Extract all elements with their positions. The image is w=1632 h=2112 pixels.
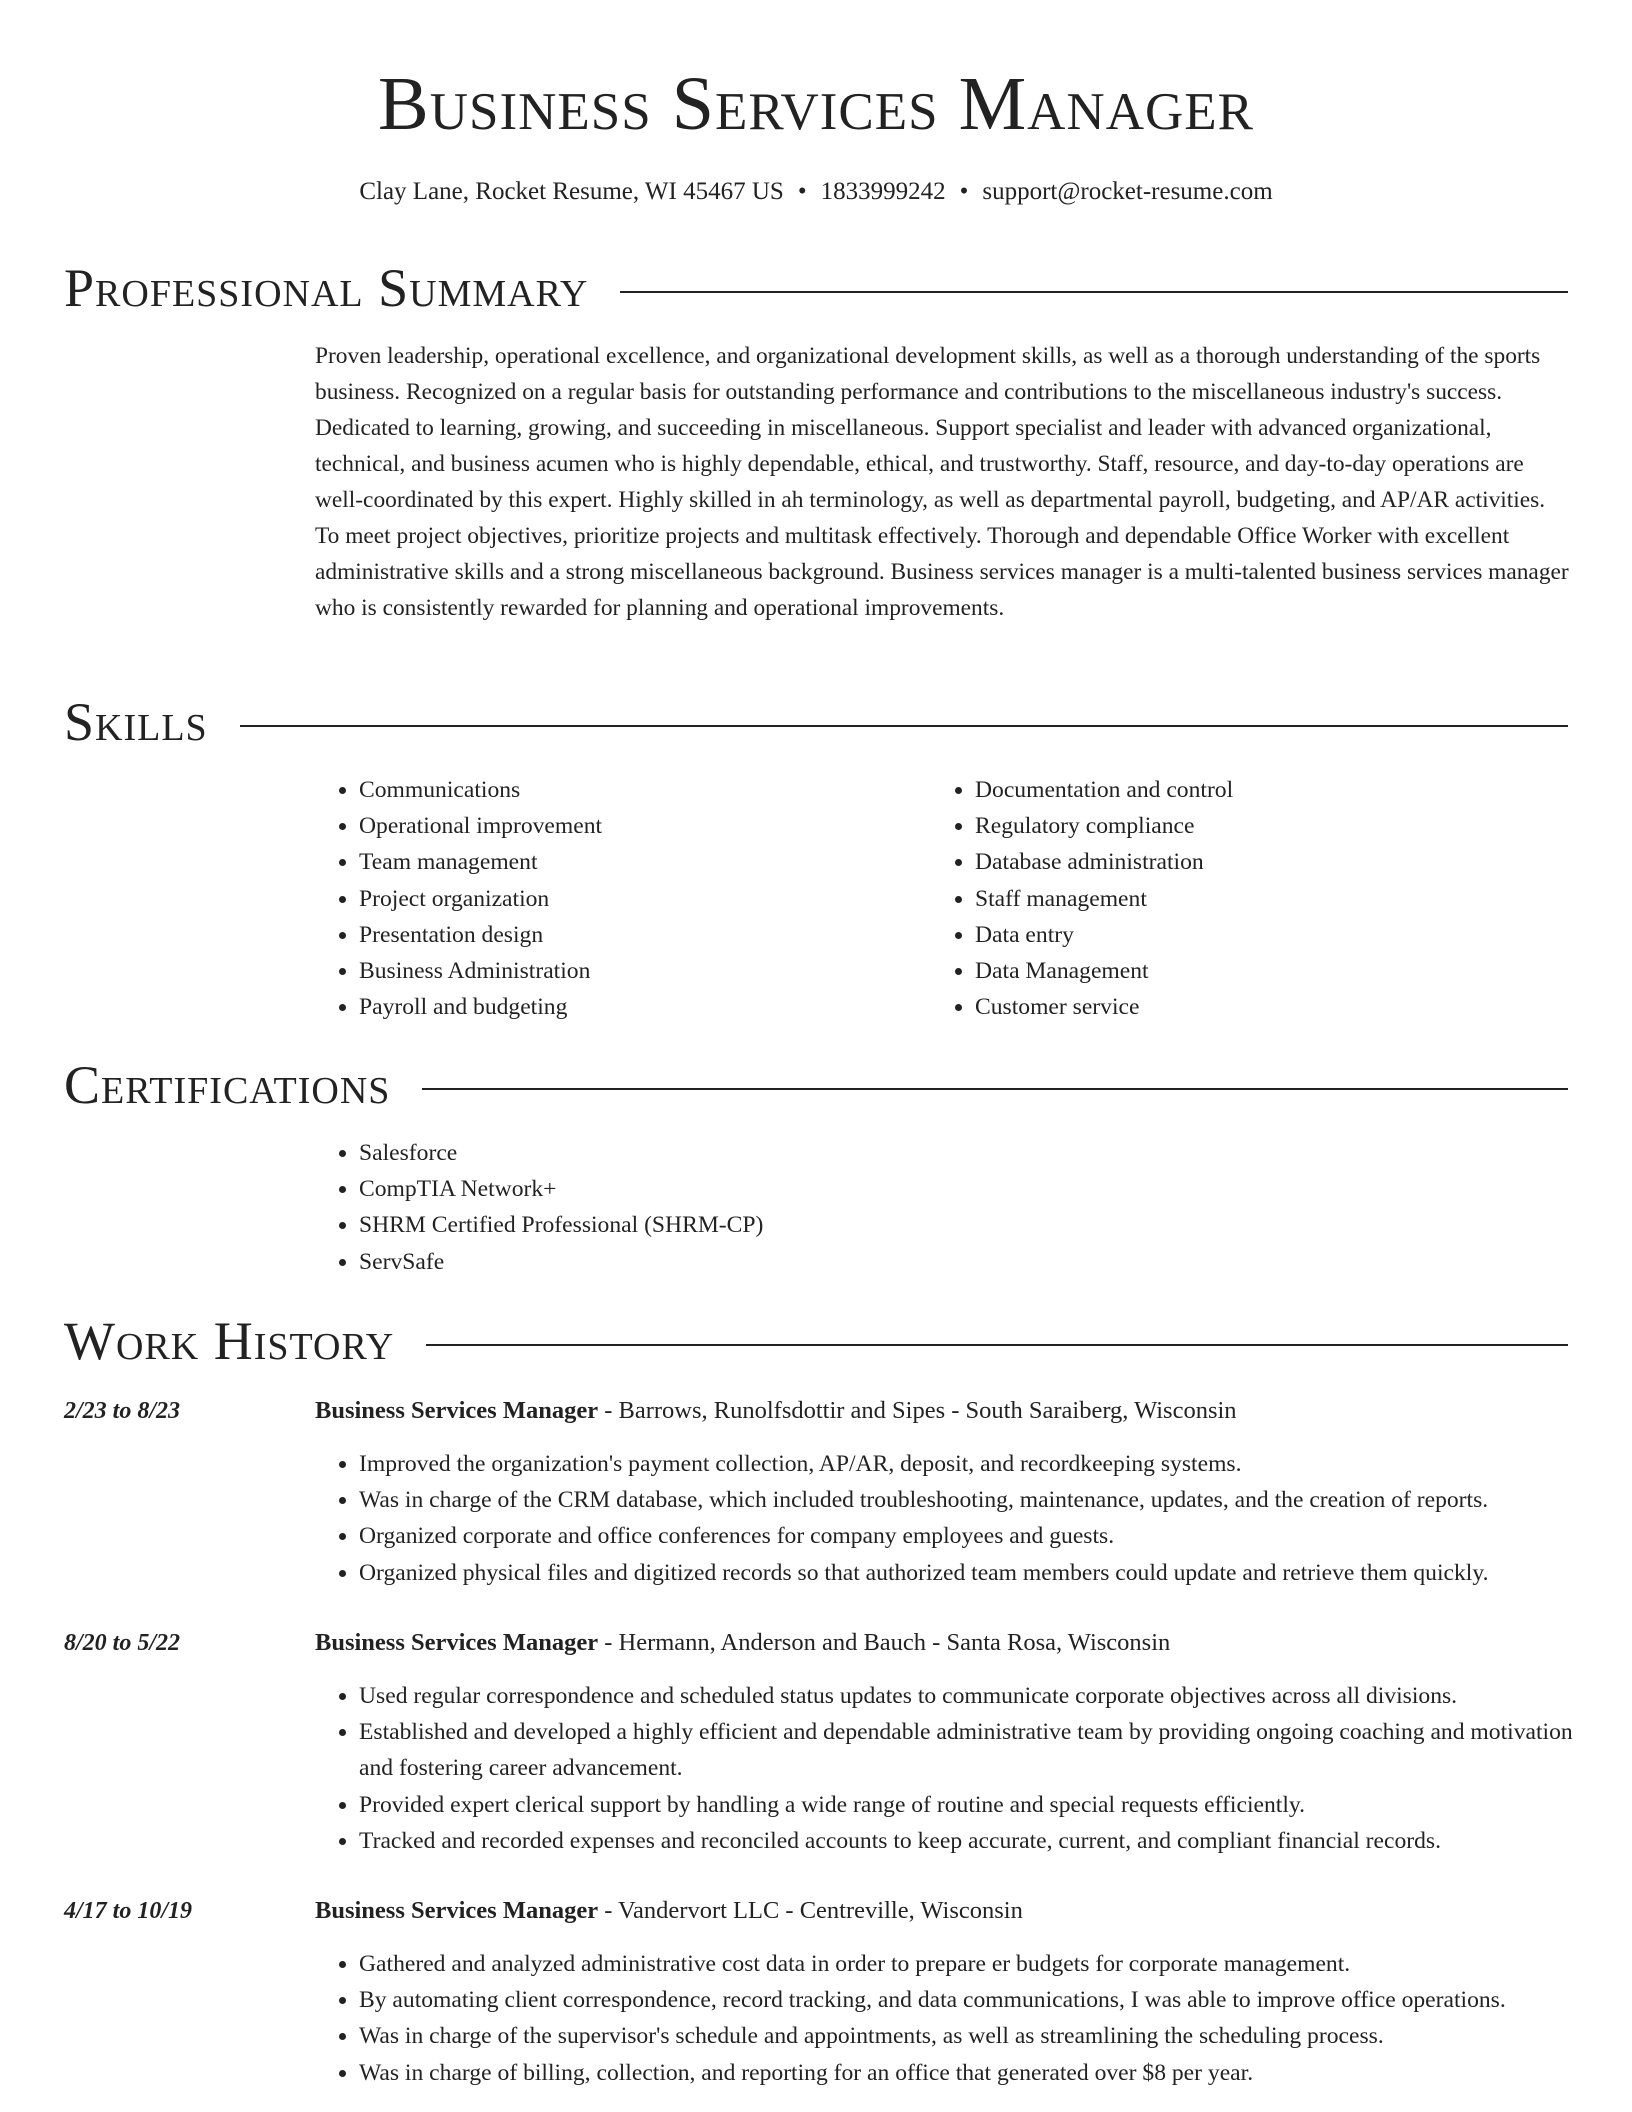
- job-dates: 4/17 to 10/19: [64, 1898, 193, 1924]
- job-bullet: • Was in charge of the supervisor's schedule and appointments, as well as streamlining the scheduling process.: [359, 2018, 1580, 2054]
- skill-item: • Project organization: [359, 881, 915, 917]
- job-employer: - Barrows, Runolfsdottir and Sipes - South Saraiberg, Wisconsin: [598, 1397, 1237, 1424]
- job-heading: [315, 1394, 1237, 1428]
- job-bullet: • Improved the organization's payment collection, AP/AR, deposit, and recordkeeping systems.: [359, 1446, 1580, 1482]
- skill-item: • Presentation design: [359, 917, 915, 953]
- certifications-list: [315, 1135, 1515, 1280]
- skill-item: • Payroll and budgeting: [359, 989, 915, 1025]
- job-responsibilities: [315, 1946, 1580, 2091]
- resume-name: Business Services Manager: [378, 62, 1254, 146]
- certification-item: • SHRM Certified Professional (SHRM-CP): [359, 1207, 1515, 1243]
- job-bullet: • Organized physical files and digitized records so that authorized team members could update and retrieve them quickly.: [359, 1555, 1580, 1591]
- job-bullet: • Used regular correspondence and scheduled status updates to communicate corporate objectives across all divisions.: [359, 1678, 1580, 1714]
- summary-section-heading: [64, 256, 1568, 320]
- job-heading: [315, 1894, 1023, 1928]
- section-divider: [426, 1344, 1568, 1346]
- certifications-section-heading: [64, 1053, 1568, 1117]
- work-history-section-heading: [64, 1309, 1568, 1373]
- job-bullet: • By automating client correspondence, record tracking, and data communications, I was able to improve office operations.: [359, 1982, 1580, 2018]
- contact-separator: •: [797, 178, 807, 205]
- skill-item: • Database administration: [975, 844, 1531, 880]
- section-divider: [240, 725, 1568, 727]
- skill-item: • Documentation and control: [975, 772, 1531, 808]
- job-title: Business Services Manager: [315, 1629, 599, 1656]
- job-responsibilities: [315, 1678, 1580, 1859]
- job-dates: 2/23 to 8/23: [64, 1398, 181, 1424]
- job-bullet: • Tracked and recorded expenses and reconciled accounts to keep accurate, current, and compliant financial records.: [359, 1823, 1580, 1859]
- job-employer: - Vandervort LLC - Centreville, Wisconsin: [598, 1897, 1023, 1924]
- contact-separator: •: [959, 178, 969, 205]
- job-heading: [315, 1626, 1170, 1660]
- job-bullet: • Provided expert clerical support by handling a wide range of routine and special requests efficiently.: [359, 1787, 1580, 1823]
- job-bullet: • Was in charge of the CRM database, which included troubleshooting, maintenance, updates, and the creation of reports.: [359, 1482, 1580, 1518]
- summary-heading: Professional Summary: [64, 258, 589, 318]
- skill-item: • Customer service: [975, 989, 1531, 1025]
- skill-item: • Data Management: [975, 953, 1531, 989]
- skill-item: • Data entry: [975, 917, 1531, 953]
- skill-item: • Regulatory compliance: [975, 808, 1531, 844]
- skill-item: • Business Administration: [359, 953, 915, 989]
- certifications-heading: Certifications: [64, 1055, 391, 1115]
- job-title: Business Services Manager: [315, 1397, 599, 1424]
- certification-item: • Salesforce: [359, 1135, 1515, 1171]
- skills-section-heading: [64, 690, 1568, 754]
- job-employer: - Hermann, Anderson and Bauch - Santa Rosa, Wisconsin: [598, 1629, 1171, 1656]
- job-responsibilities: [315, 1446, 1580, 1591]
- skills-column-1: [315, 772, 915, 1025]
- contact-email: support@rocket-resume.com: [982, 178, 1273, 205]
- skill-item: • Operational improvement: [359, 808, 915, 844]
- skill-item: • Team management: [359, 844, 915, 880]
- section-divider: [422, 1088, 1568, 1090]
- job-bullet: • Gathered and analyzed administrative cost data in order to prepare er budgets for corporate management.: [359, 1946, 1580, 1982]
- contact-line: [0, 175, 1632, 209]
- job-bullet: • Organized corporate and office conferences for company employees and guests.: [359, 1518, 1580, 1554]
- contact-phone: 1833999242: [820, 178, 946, 205]
- certification-item: • CompTIA Network+: [359, 1171, 1515, 1207]
- contact-address: Clay Lane, Rocket Resume, WI 45467 US: [359, 178, 784, 205]
- summary-text: Proven leadership, operational excellence, and organizational development skills, as well as a thorough understanding of the sports business. Recognized on a regular basis for outstanding performance and contributions to the miscellaneous industry's success. Dedicated to learning, growing, and succeeding in miscellaneous. Support specialist and leader with advanced organizational, technical, and business acumen who is highly dependable, ethical, and trustworthy. Staff, resource, and day-to-day operations are well-coordinated by this expert. Highly skilled in ah terminology, as well as departmental payroll, budgeting, and AP/AR activities. To meet project objectives, prioritize projects and multitask effectively. Thorough and dependable Office Worker with excellent administrative skills and a strong miscellaneous background. Business services manager is a multi-talented business services manager who is consistently rewarded for planning and operational improvements.: [315, 343, 1569, 621]
- certification-item: • ServSafe: [359, 1244, 1515, 1280]
- work-history-heading: Work History: [64, 1311, 395, 1371]
- skill-item: • Staff management: [975, 881, 1531, 917]
- job-bullet: • Established and developed a highly efficient and dependable administrative team by providing ongoing coaching and motivation and fostering career advancement.: [359, 1714, 1580, 1786]
- job-dates: 8/20 to 5/22: [64, 1630, 181, 1656]
- job-title: Business Services Manager: [315, 1897, 599, 1924]
- skills-heading: Skills: [64, 692, 208, 752]
- skill-item: • Communications: [359, 772, 915, 808]
- job-bullet: • Was in charge of billing, collection, and reporting for an office that generated over $8 per year.: [359, 2055, 1580, 2091]
- skills-column-2: [931, 772, 1531, 1025]
- section-divider: [620, 291, 1568, 293]
